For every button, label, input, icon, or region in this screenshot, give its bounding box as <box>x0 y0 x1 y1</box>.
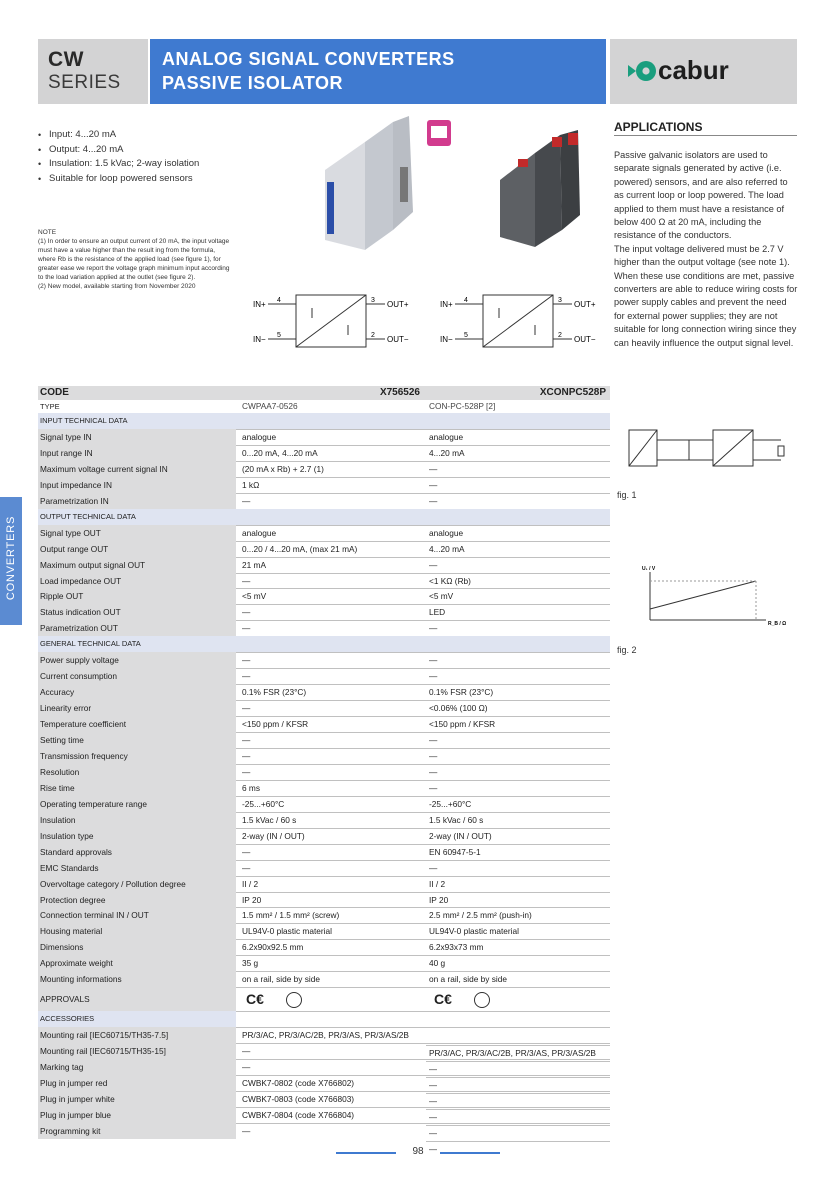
page-number-rule-left <box>336 1152 396 1154</box>
page-number-rule-right <box>440 1152 500 1154</box>
svg-text:IN+: IN+ <box>253 300 266 309</box>
table-row <box>38 764 610 780</box>
row-label: Maximum voltage current signal IN <box>40 464 168 474</box>
row-value-1: <5 mV <box>242 591 267 601</box>
row-value-1: — <box>242 863 251 873</box>
table-row-divider <box>426 1109 610 1110</box>
section-side-label: CONVERTERS <box>5 515 17 601</box>
table-row <box>38 525 610 541</box>
svg-text:OUT+: OUT+ <box>574 300 596 309</box>
table-row <box>38 732 610 748</box>
row-label: Connection terminal IN / OUT <box>40 910 149 920</box>
row-label: Rise time <box>40 783 75 793</box>
accessory-value-2: — <box>429 1112 438 1122</box>
ce-mark-icon: C€ <box>434 991 452 1007</box>
row-label: Parametrization IN <box>40 496 109 506</box>
feature-list <box>38 128 199 186</box>
section-title: ACCESSORIES <box>40 1014 95 1023</box>
product-image-dark <box>490 125 600 250</box>
table-row <box>38 620 610 636</box>
row-label: Operating temperature range <box>40 799 148 809</box>
accessory-label: Marking tag <box>40 1062 84 1072</box>
row-value-1: <150 ppm / KFSR <box>242 719 309 729</box>
row-value-2: — <box>429 496 438 506</box>
table-row <box>38 668 610 684</box>
row-value-1: 0.1% FSR (23°C) <box>242 687 307 697</box>
row-value-1: 2-way (IN / OUT) <box>242 831 305 841</box>
svg-text:2: 2 <box>558 332 562 339</box>
row-value-2: EN 60947-5-1 <box>429 847 481 857</box>
table-row <box>38 923 610 939</box>
svg-text:IN−: IN− <box>253 335 266 344</box>
accessory-value-2: — <box>429 1064 438 1074</box>
svg-text:4: 4 <box>277 297 281 304</box>
row-value-2: — <box>429 655 438 665</box>
table-row <box>38 812 610 828</box>
row-value-1: 6.2x90x92.5 mm <box>242 942 304 952</box>
accessory-value-1: CWBK7-0802 (code X766802) <box>242 1078 355 1088</box>
applications-divider <box>614 135 797 136</box>
section-title: INPUT TECHNICAL DATA <box>40 416 128 425</box>
row-value-1: — <box>242 671 251 681</box>
accessory-label: Plug in jumper white <box>40 1094 115 1104</box>
table-row-divider <box>426 1125 610 1126</box>
row-value-2: 2.5 mm² / 2.5 mm² (push-in) <box>429 910 532 920</box>
svg-text:5: 5 <box>464 332 468 339</box>
cabur-logo <box>610 39 797 104</box>
row-value-2: — <box>429 767 438 777</box>
row-value-1: — <box>242 751 251 761</box>
accessory-row <box>38 1043 424 1059</box>
accessory-value-1: PR/3/AC, PR/3/AC/2B, PR/3/AS, PR/3/AS/2B <box>242 1030 409 1040</box>
table-row <box>38 573 610 589</box>
applications-paragraph: When these use conditions are met, passive converters are able to reduce wiring costs for power supply cables and prevent the need for external power supplies; they are not suitable for long connection wiring since they can heavily influence the output signal level. <box>614 270 798 348</box>
type-value-1: CWPAA7-0526 <box>242 401 298 411</box>
row-label: Insulation <box>40 815 76 825</box>
svg-text:IN+: IN+ <box>440 300 453 309</box>
accessory-row <box>38 1123 424 1139</box>
series-box <box>38 39 148 104</box>
accessory-label: Programming kit <box>40 1126 101 1136</box>
row-value-2: UL94V-0 plastic material <box>429 926 519 936</box>
note-title: NOTE <box>38 229 57 236</box>
table-row <box>38 541 610 557</box>
table-row <box>38 971 610 987</box>
table-row <box>38 860 610 876</box>
row-label: Standard approvals <box>40 847 112 857</box>
accessory-value-2: — <box>429 1080 438 1090</box>
note-line-2: (2) New model, available starting from November 2020 <box>38 283 196 290</box>
code-label: CODE <box>40 387 69 398</box>
title-banner <box>150 39 606 104</box>
table-row <box>38 780 610 796</box>
table-row <box>38 748 610 764</box>
row-value-1: 0...20 mA, 4...20 mA <box>242 448 318 458</box>
row-value-1: analogue <box>242 432 277 442</box>
svg-text:U₁ / V: U₁ / V <box>642 566 656 572</box>
row-label: Parametrization OUT <box>40 623 118 633</box>
table-row <box>38 796 610 812</box>
row-value-2: on a rail, side by side <box>429 974 507 984</box>
accessory-value-2: — <box>429 1128 438 1138</box>
table-approvals-row <box>38 987 610 1011</box>
row-label: Status indication OUT <box>40 607 121 617</box>
accessory-label: Plug in jumper red <box>40 1078 108 1088</box>
row-value-2: IP 20 <box>429 895 449 905</box>
series-code: CW <box>48 48 84 71</box>
table-code-header <box>38 386 610 400</box>
row-label: Accuracy <box>40 687 75 697</box>
feature-item: • Input: 4...20 mA <box>38 128 199 143</box>
row-value-2: analogue <box>429 432 464 442</box>
accessory-row <box>38 1091 424 1107</box>
table-row <box>38 557 610 573</box>
svg-text:2: 2 <box>371 332 375 339</box>
row-label: Power supply voltage <box>40 655 119 665</box>
row-value-1: IP 20 <box>242 895 262 905</box>
row-value-1: 21 mA <box>242 560 266 570</box>
section-title: GENERAL TECHNICAL DATA <box>40 639 141 648</box>
row-value-2: 4...20 mA <box>429 544 465 554</box>
accessory-value-1: — <box>242 1062 251 1072</box>
figure-1-diagram <box>623 420 793 480</box>
row-value-1: -25...+60°C <box>242 799 285 809</box>
table-section-header <box>38 636 610 652</box>
page-title-line1: ANALOG SIGNAL CONVERTERS <box>162 49 455 69</box>
row-label: Maximum output signal OUT <box>40 560 146 570</box>
row-value-2: <150 ppm / KFSR <box>429 719 496 729</box>
table-row <box>38 588 610 604</box>
svg-text:OUT−: OUT− <box>387 335 409 344</box>
svg-text:OUT+: OUT+ <box>387 300 409 309</box>
series-word: SERIES <box>48 72 121 93</box>
row-label: Linearity error <box>40 703 92 713</box>
accessory-value-1: CWBK7-0804 (code X766804) <box>242 1110 355 1120</box>
row-label: Insulation type <box>40 831 94 841</box>
applications-paragraph: The input voltage delivered must be 2.7 V higher than the output voltage (see note 1). <box>614 243 790 268</box>
accessory-label: Plug in jumper blue <box>40 1110 112 1120</box>
row-value-1: — <box>242 655 251 665</box>
table-row <box>38 700 610 716</box>
type-value-2: CON-PC-528P [2] <box>429 401 496 411</box>
accessory-label: Mounting rail [IEC60715/TH35-7.5] <box>40 1030 169 1040</box>
row-value-1: 1 kΩ <box>242 480 260 490</box>
row-value-2: II / 2 <box>429 879 446 889</box>
row-label: Dimensions <box>40 942 84 952</box>
applications-text <box>614 149 798 350</box>
note-block <box>38 228 234 291</box>
circuit-diagram-2 <box>437 290 607 352</box>
row-label: Transmission frequency <box>40 751 128 761</box>
row-label: Signal type IN <box>40 432 92 442</box>
svg-text:OUT−: OUT− <box>574 335 596 344</box>
row-value-2: <5 mV <box>429 591 454 601</box>
row-value-2: — <box>429 783 438 793</box>
row-value-2: — <box>429 735 438 745</box>
accessory-value-1: — <box>242 1046 251 1056</box>
table-row <box>38 477 610 493</box>
row-label: EMC Standards <box>40 863 99 873</box>
ce-mark-icon: C€ <box>246 991 264 1007</box>
applications-title: APPLICATIONS <box>614 120 703 134</box>
code-value-1: X756526 <box>379 387 420 398</box>
table-row <box>38 907 610 923</box>
row-value-1: — <box>242 847 251 857</box>
table-row <box>38 828 610 844</box>
table-row <box>38 604 610 620</box>
ul-mark-icon <box>474 992 490 1008</box>
section-title: OUTPUT TECHNICAL DATA <box>40 512 136 521</box>
table-section-header <box>38 413 610 429</box>
accessory-value-1: CWBK7-0803 (code X766803) <box>242 1094 355 1104</box>
row-value-2: — <box>429 623 438 633</box>
table-row <box>38 652 610 668</box>
table-row <box>38 844 610 860</box>
row-value-1: UL94V-0 plastic material <box>242 926 332 936</box>
row-value-2: — <box>429 751 438 761</box>
svg-text:R_B / Ω: R_B / Ω <box>768 621 787 627</box>
accessory-value-2: — <box>429 1096 438 1106</box>
applications-paragraph: Passive galvanic isolators are used to separate signals generated by active (i.e. powered) sensors, and are also referred to as current loop or loop powered. The load applied to them must have a resistance of below 400 Ω at 20 mA, including the resistance of the conductors. <box>614 150 788 241</box>
row-label: Current consumption <box>40 671 118 681</box>
feature-item: • Insulation: 1.5 kVac; 2-way isolation <box>38 157 199 172</box>
table-row <box>38 429 610 445</box>
table-section-header <box>38 509 610 525</box>
feature-item: • Output: 4...20 mA <box>38 143 199 158</box>
row-value-1: 0...20 / 4...20 mA, (max 21 mA) <box>242 544 358 554</box>
ul-mark-icon <box>286 992 302 1008</box>
row-value-2: -25...+60°C <box>429 799 472 809</box>
row-label: Overvoltage category / Pollution degree <box>40 879 186 889</box>
row-label: Ripple OUT <box>40 591 84 601</box>
approvals-label: APPROVALS <box>40 994 90 1004</box>
row-value-2: — <box>429 863 438 873</box>
type-label: TYPE <box>40 402 60 411</box>
row-value-1: — <box>242 735 251 745</box>
logo-box <box>610 39 797 104</box>
table-row <box>38 892 610 908</box>
row-value-1: — <box>242 607 251 617</box>
accessory-label: Mounting rail [IEC60715/TH35-15] <box>40 1046 166 1056</box>
row-label: Temperature coefficient <box>40 719 127 729</box>
svg-text:3: 3 <box>558 297 562 304</box>
row-label: Signal type OUT <box>40 528 101 538</box>
table-row <box>38 684 610 700</box>
figure-2-chart <box>626 562 796 634</box>
table-row <box>38 493 610 509</box>
note-line-1: (1) In order to ensure an output current of 20 mA, the input voltage must have a value higher than the result ing from the formula, where Rb is the resistance of the applied load (see figure 1), for greater ease we report the voltage graph minimum input according to the load variation applied at the outlet (see figure 2). <box>38 238 230 281</box>
row-value-1: on a rail, side by side <box>242 974 320 984</box>
table-row <box>38 461 610 477</box>
row-label: Setting time <box>40 735 84 745</box>
row-value-1: 1.5 kVac / 60 s <box>242 815 297 825</box>
accessory-row <box>38 1107 424 1123</box>
table-type-row <box>38 400 610 413</box>
accessory-row <box>38 1059 424 1075</box>
row-value-2: <1 KΩ (Rb) <box>429 576 471 586</box>
table-section-header <box>38 1011 236 1027</box>
row-value-2: LED <box>429 607 446 617</box>
row-value-2: — <box>429 464 438 474</box>
accessory-row <box>38 1075 424 1091</box>
table-row <box>38 955 610 971</box>
accessory-value-2: PR/3/AC, PR/3/AC/2B, PR/3/AS, PR/3/AS/2B <box>429 1048 596 1058</box>
accessory-value-1: — <box>242 1126 251 1136</box>
row-label: Input impedance IN <box>40 480 112 490</box>
table-row <box>38 716 610 732</box>
row-value-2: 2-way (IN / OUT) <box>429 831 492 841</box>
row-value-1: — <box>242 496 251 506</box>
feature-item: • Suitable for loop powered sensors <box>38 172 199 187</box>
circuit-diagram-1 <box>250 290 420 352</box>
page-number: 98 <box>412 1146 424 1157</box>
row-value-1: — <box>242 767 251 777</box>
accessory-value-2: — <box>429 1144 438 1154</box>
table-row-divider <box>426 1141 610 1142</box>
code-value-2: XCONPC528P <box>539 387 606 398</box>
row-label: Approximate weight <box>40 958 113 968</box>
table-row-divider <box>426 1093 610 1094</box>
row-value-1: 6 ms <box>242 783 260 793</box>
row-value-2: <0.06% (100 Ω) <box>429 703 488 713</box>
product-image-grey <box>305 112 465 252</box>
row-value-2: 0.1% FSR (23°C) <box>429 687 494 697</box>
table-row-divider <box>426 1061 610 1062</box>
page-title-line2: PASSIVE ISOLATOR <box>162 73 344 93</box>
row-label: Mounting informations <box>40 974 122 984</box>
svg-text:4: 4 <box>464 297 468 304</box>
row-value-1: 1.5 mm² / 1.5 mm² (screw) <box>242 910 340 920</box>
accessory-row <box>38 1027 424 1043</box>
row-value-2: 1.5 kVac / 60 s <box>429 815 484 825</box>
svg-text:IN−: IN− <box>440 335 453 344</box>
row-value-1: — <box>242 623 251 633</box>
row-label: Output range OUT <box>40 544 109 554</box>
row-label: Load impedance OUT <box>40 576 122 586</box>
row-value-1: analogue <box>242 528 277 538</box>
svg-text:3: 3 <box>371 297 375 304</box>
table-row-divider <box>426 1077 610 1078</box>
row-value-2: — <box>429 671 438 681</box>
row-value-1: — <box>242 576 251 586</box>
row-label: Input range IN <box>40 448 93 458</box>
table-row <box>38 445 610 461</box>
figure-1-label: fig. 1 <box>617 490 637 500</box>
svg-text:5: 5 <box>277 332 281 339</box>
logo-text: cabur <box>658 55 729 85</box>
table-row <box>38 876 610 892</box>
row-value-2: 40 g <box>429 958 446 968</box>
row-value-2: — <box>429 560 438 570</box>
figure-2-label: fig. 2 <box>617 645 637 655</box>
row-label: Housing material <box>40 926 103 936</box>
row-value-1: 35 g <box>242 958 259 968</box>
row-label: Resolution <box>40 767 80 777</box>
row-value-2: — <box>429 480 438 490</box>
row-value-2: 6.2x93x73 mm <box>429 942 484 952</box>
row-value-1: (20 mA x Rb) + 2.7 (1) <box>242 464 324 474</box>
row-label: Protection degree <box>40 895 106 905</box>
row-value-2: analogue <box>429 528 464 538</box>
table-row <box>38 939 610 955</box>
row-value-2: 4...20 mA <box>429 448 465 458</box>
row-value-1: II / 2 <box>242 879 259 889</box>
row-value-1: — <box>242 703 251 713</box>
